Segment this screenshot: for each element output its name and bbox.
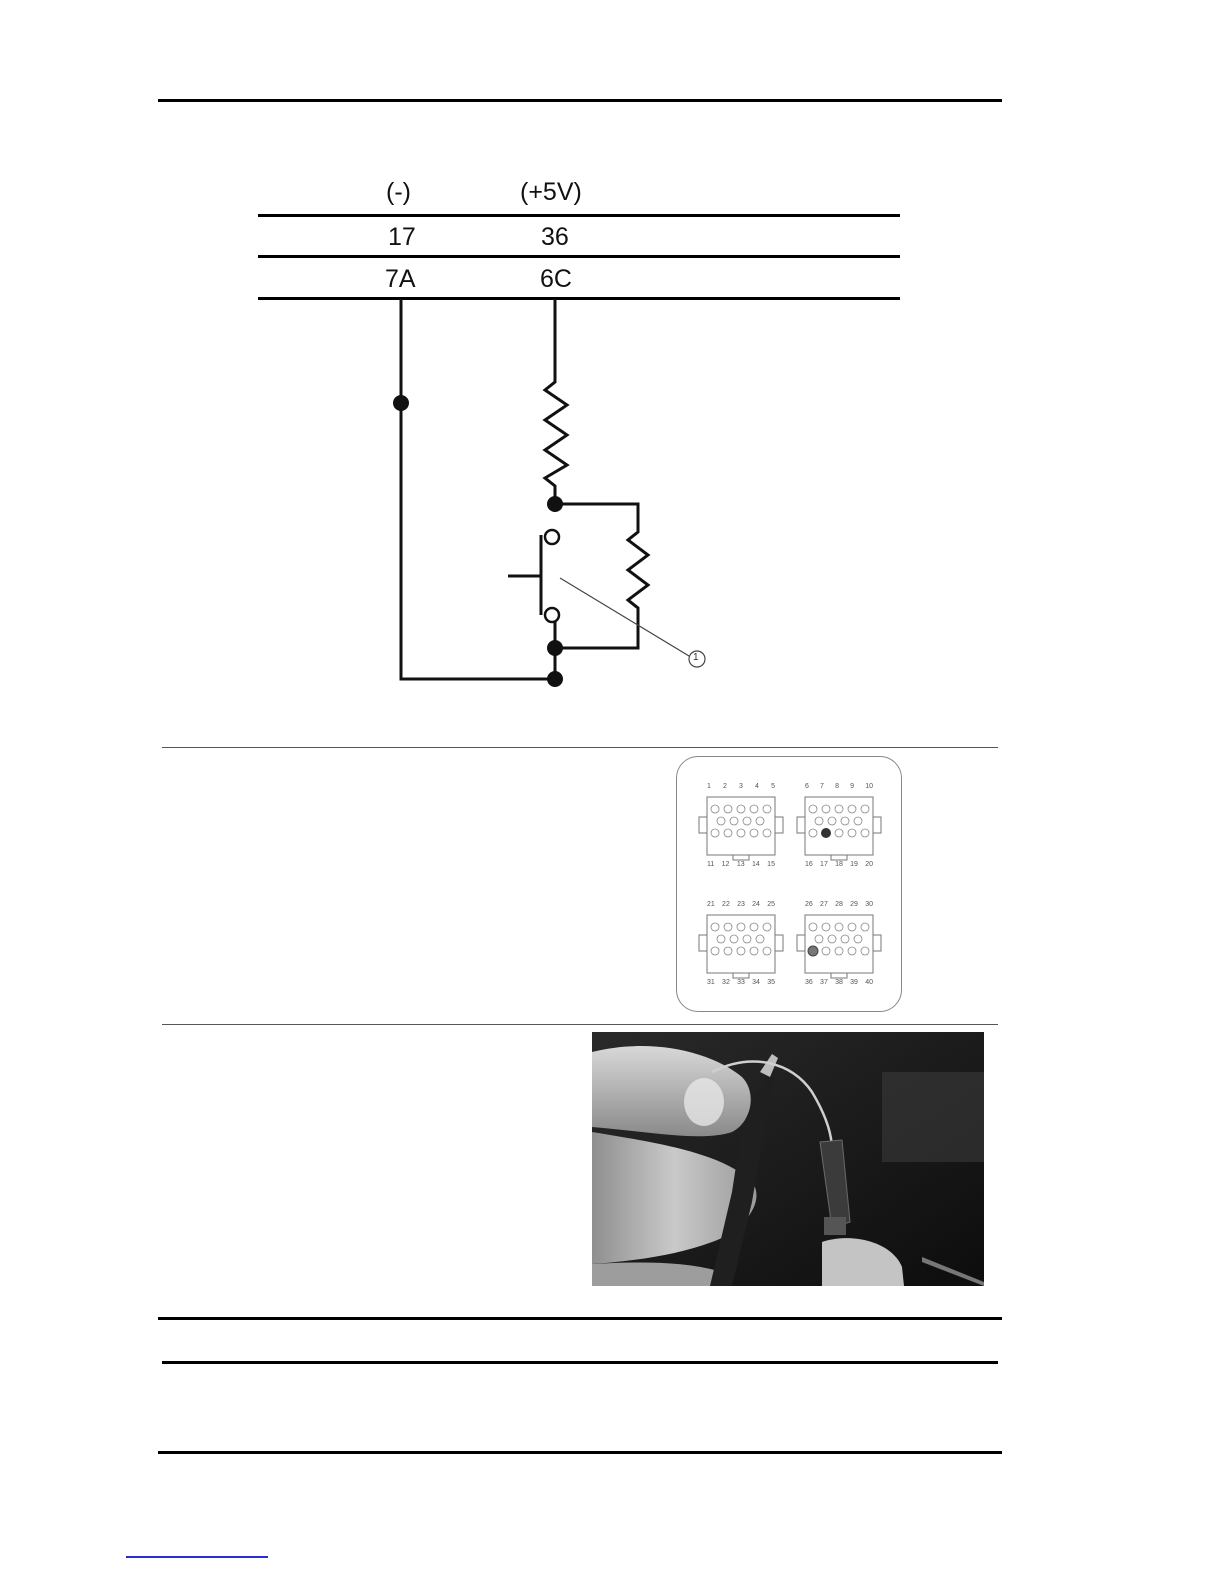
pin-row-21-25: 21 22 23 24 25: [707, 901, 775, 908]
section-rule-3: [158, 1317, 1002, 1320]
highlighted-pin-36: [808, 946, 818, 956]
switch-contact: [545, 530, 559, 544]
probe-test-photo: [592, 1032, 984, 1286]
header-ground-label: (-): [386, 178, 411, 206]
connector-pinout-panel: [676, 756, 902, 1012]
pin-row-1-5: 1 2 3 4 5: [707, 783, 775, 790]
switch-contact: [545, 608, 559, 622]
junction-dot: [547, 496, 563, 512]
ecu-pin-right: 36: [541, 223, 569, 251]
connector-pin-left: 7A: [385, 265, 416, 293]
pin-row-6-10: 6 7 8 9 10: [805, 783, 873, 790]
pin-row-31-35: 31 32 33 34 35: [707, 979, 775, 986]
pin-row-36-40: 36 37 38 39 40: [805, 979, 873, 986]
callout-leader: [560, 578, 689, 656]
connector-pin-right: 6C: [540, 265, 572, 293]
probe-test-photo-drawing: [592, 1032, 984, 1286]
pin-row-16-20: 16 17 18 19 20: [805, 861, 873, 868]
parallel-resistor-branch: [555, 504, 648, 648]
header-supply-label: (+5V): [520, 178, 582, 206]
pin-row-11-15: 11 12 13 14 15: [707, 861, 775, 868]
supply-wire: [545, 299, 567, 504]
junction-dot: [547, 640, 563, 656]
ground-wire: [401, 299, 555, 679]
footer-link-underline[interactable]: [126, 1556, 268, 1558]
junction-dot: [547, 671, 563, 687]
highlighted-pin-17: [821, 828, 831, 838]
section-rule-4: [162, 1361, 998, 1364]
bottom-rule: [158, 1451, 1002, 1454]
circuit-diagram: [0, 0, 1224, 760]
junction-dot: [393, 395, 409, 411]
callout-number: 1: [693, 652, 699, 663]
connector-pinout-drawing: [677, 757, 901, 1011]
pin-row-26-30: 26 27 28 29 30: [805, 901, 873, 908]
section-divider-2: [162, 1024, 998, 1025]
ecu-pin-left: 17: [388, 223, 416, 251]
